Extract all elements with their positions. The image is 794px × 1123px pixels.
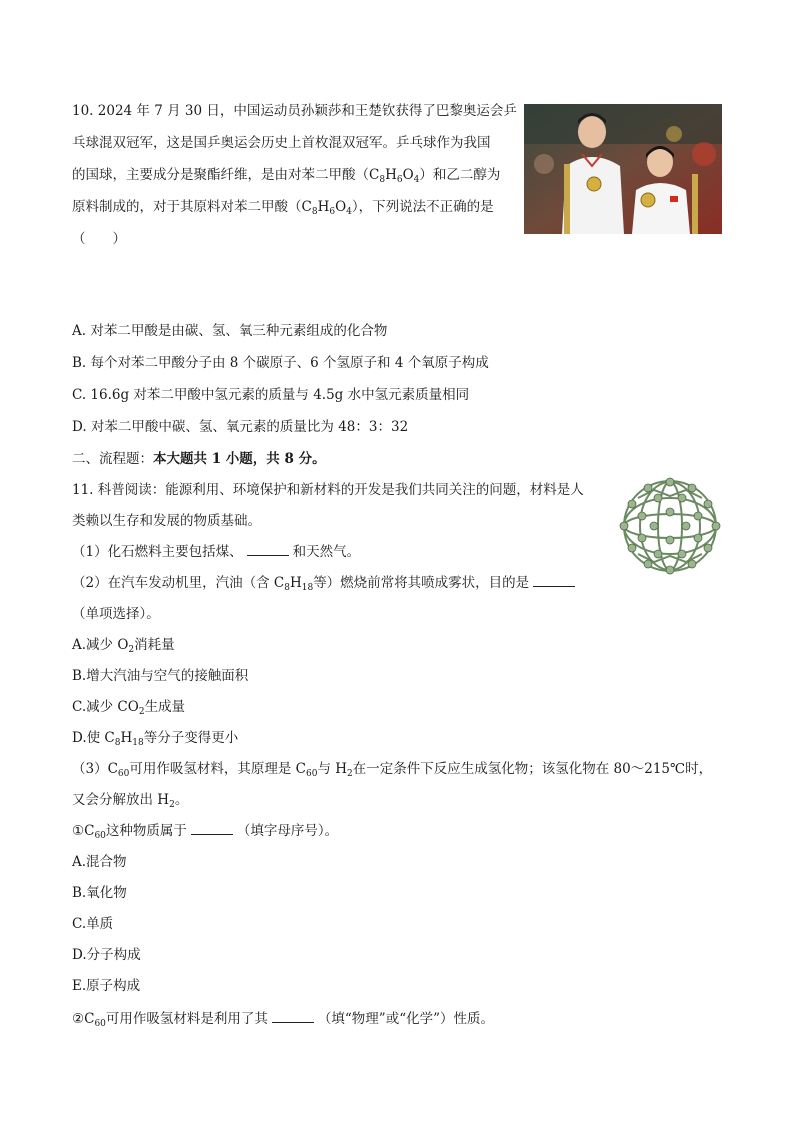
q11-part3-question-2: $②C_{60}$可用作吸氢材料是利用了其 （填“物理”或“化学”）性质。 xyxy=(72,1011,494,1029)
answer-blank[interactable] xyxy=(533,576,575,587)
athletes-photo-illustration xyxy=(524,104,722,234)
q11-part3-stem-line-1: $(3)C_{60}$可用作吸氢材料，其原理是 $C_{60}$与 $H_2$在一定条件下反应生成氢化物；该氢化物在 80～215℃时， xyxy=(72,761,713,779)
q10-option-a: A. 对苯二甲酸是由碳、氢、氧三种元素组成的化合物 xyxy=(72,323,388,339)
answer-blank[interactable] xyxy=(191,824,233,835)
fullerene-molecule-illustration xyxy=(618,476,722,576)
q10-option-d: D. 对苯二甲酸中碳、氢、氧元素的质量比为 48：3：32 xyxy=(72,419,409,435)
q10-stem-line-2: 乓球混双冠军，这是国乒奥运会历史上首枚混双冠军。乒乓球作为我国 xyxy=(72,135,491,151)
q11-part2-option-d: D.使 $C_8H_{18}$等分子变得更小 xyxy=(72,730,239,748)
q10-stem-line-1: 10. 2024 年 7 月 30 日，中国运动员孙颖莎和王楚钦获得了巴黎奥运会乒 xyxy=(72,103,517,119)
section-heading: 二、流程题：本大题共 1 小题，共 8 分。 xyxy=(72,451,326,467)
q11-part2-note: （单项选择）。 xyxy=(72,606,160,622)
answer-blank[interactable] xyxy=(272,1012,314,1023)
fullerene-c60-icon xyxy=(618,476,722,576)
q11-part3-option-c: C.单质 xyxy=(72,916,114,932)
q11-part3-stem-line-2: 又会分解放出 $H_2$。 xyxy=(72,792,189,810)
q11-intro-line-2: 类赖以生存和发展的物质基础。 xyxy=(72,513,261,529)
q10-stem-line-3: 的国球，主要成分是聚酯纤维，是由对苯二甲酸$(C_8H_6O_4)$和乙二醇为 xyxy=(72,167,501,185)
q11-part3-question-1: $①C_{60}$这种物质属于 （填字母序号）。 xyxy=(72,823,339,841)
q10-answer-bracket: （ ） xyxy=(72,231,126,247)
q11-part2-option-b: B.增大汽油与空气的接触面积 xyxy=(72,668,249,684)
q10-option-c: C. 16.6g 对苯二甲酸中氢元素的质量与 4.5g 水中氢元素质量相同 xyxy=(72,387,470,403)
q11-part1: （1）化石燃料主要包括煤、 和天然气。 xyxy=(72,544,361,560)
q10-option-b: B. 每个对苯二甲酸分子由 8 个碳原子、6 个氢原子和 4 个氧原子构成 xyxy=(72,355,489,371)
q11-part2-stem: （2）在汽车发动机里，汽油（含 $C_8H_{18}$等）燃烧前常将其喷成雾状，目的是 xyxy=(72,574,579,592)
q11-part2-option-c: C.减少 $CO_2$生成量 xyxy=(72,699,186,717)
q11-part3-option-e: E.原子构成 xyxy=(72,978,141,994)
q11-part3-option-d: D.分子构成 xyxy=(72,947,141,963)
q10-stem-line-4: 原料制成的，对于其原料对苯二甲酸$(C_8H_6O_4)$，下列说法不正确的是 xyxy=(72,199,494,217)
q11-intro-line-1: 11. 科普阅读：能源利用、环境保护和新材料的开发是我们共同关注的问题，材料是人 xyxy=(72,482,584,498)
answer-blank[interactable] xyxy=(247,545,289,556)
athletes-medal-photo xyxy=(524,104,722,234)
q11-part3-option-b: B.氧化物 xyxy=(72,885,127,901)
q11-part2-option-a: A.减少 $O_2$消耗量 xyxy=(72,637,175,655)
q11-part3-option-a: A.混合物 xyxy=(72,854,127,870)
